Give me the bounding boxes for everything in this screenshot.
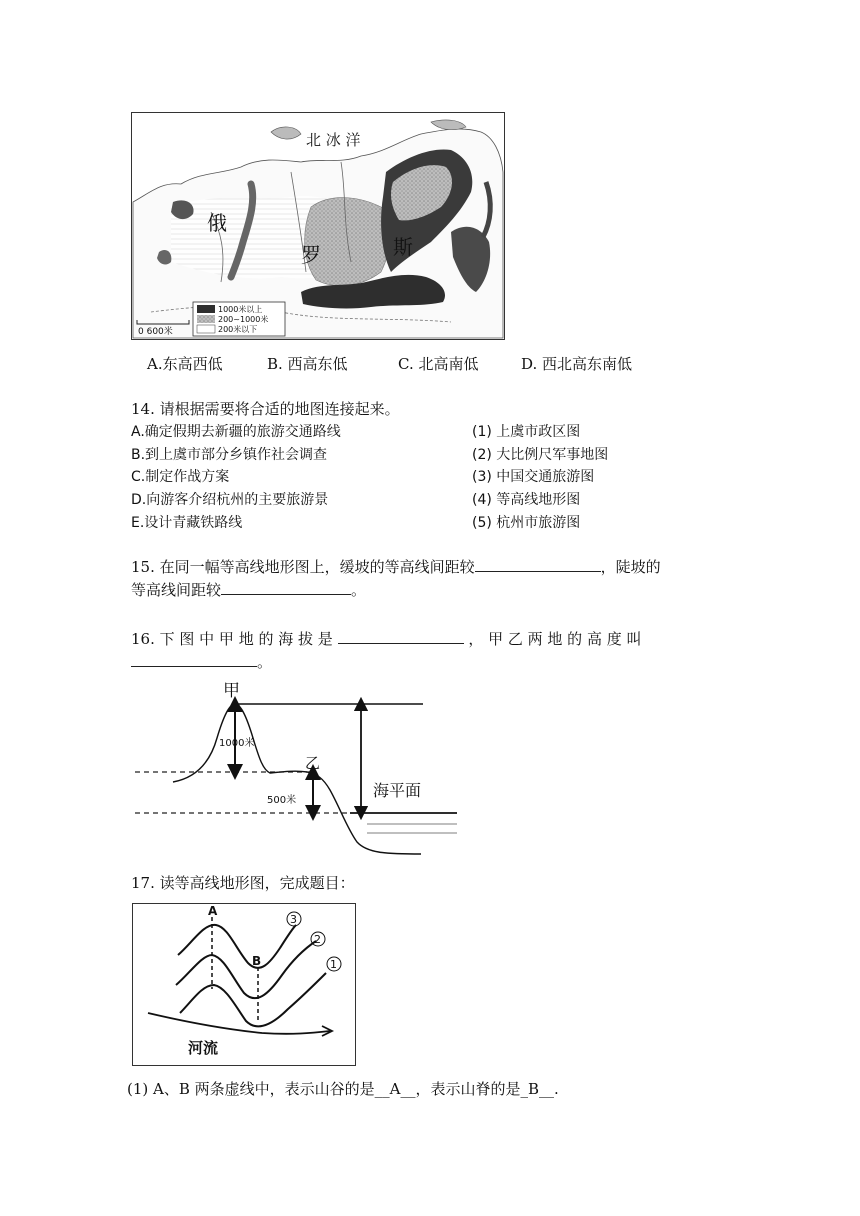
height-1000-label: 1000米 (219, 738, 255, 749)
contour-3-label: 3 (290, 913, 297, 926)
altitude-diagram-svg (135, 678, 465, 858)
q13-option-b: B. 西高东低 (267, 355, 348, 373)
q15-line1 (131, 556, 661, 578)
q16-blank-2[interactable] (131, 652, 257, 667)
russia-relief-map (131, 112, 505, 340)
legend-item-mid: 200~1000米 (218, 315, 269, 324)
altitude-diagram (135, 678, 465, 858)
legend-item-low: 200米以下 (218, 325, 258, 334)
line-a-label: A (208, 904, 218, 918)
q13-option-d: D. 西北高东南低 (521, 355, 633, 373)
q13-option-a: A.东高西低 (147, 355, 223, 373)
q15-text-2: ，陡坡的 (600, 558, 661, 576)
map-legend (193, 302, 285, 336)
q14-right-5: (5) 杭州市旅游图 (472, 515, 581, 531)
contour-1-label: 1 (330, 958, 337, 971)
sea-level-label: 海平面 (373, 781, 422, 800)
map-label-russia-2: 罗 (301, 243, 321, 267)
q15-blank-1[interactable] (475, 557, 601, 572)
q14-right-3: (3) 中国交通旅游图 (472, 469, 595, 485)
contour-map-svg (132, 903, 356, 1066)
q14-left-c: C.制定作战方案 (131, 469, 230, 485)
q15-blank-2[interactable] (221, 580, 351, 595)
q16-line1 (131, 628, 642, 650)
contour-2-label: 2 (314, 933, 321, 946)
map-label-russia-1: 俄 (207, 211, 227, 235)
q14-left-d: D.向游客介绍杭州的主要旅游景 (131, 492, 329, 508)
q16-line2 (131, 651, 272, 673)
legend-item-high: 1000米以上 (218, 305, 263, 314)
q15-line2 (131, 579, 366, 601)
q15-text-3: 等高线间距较 (131, 581, 222, 599)
q14-left-e: E.设计青藏铁路线 (131, 515, 243, 531)
river-label: 河流 (188, 1039, 219, 1057)
q14-right-2: (2) 大比例尺军事地图 (472, 447, 609, 463)
height-500-label: 500米 (267, 795, 297, 806)
q16-text-3: 。 (257, 653, 273, 671)
q15-text-1: 15. 在同一幅等高线地形图上，缓坡的等高线间距较 (131, 558, 475, 576)
q16-text-1: 16. 下 图 中 甲 地 的 海 拔 是 (131, 630, 333, 648)
q17-prompt: 17. 读等高线地形图，完成题目： (131, 874, 355, 892)
q14-right-1: (1) 上虞市政区图 (472, 424, 581, 440)
q13-option-c: C. 北高南低 (398, 355, 479, 373)
contour-map (132, 903, 356, 1066)
q14-left-b: B.到上虞市部分乡镇作社会调查 (131, 447, 328, 463)
map-label-russia-3: 斯 (393, 235, 413, 259)
line-b-label: B (252, 954, 262, 968)
point-yi-label: 乙 (305, 754, 321, 772)
map-label-arctic: 北 冰 洋 (306, 131, 361, 149)
q14-prompt: 14. 请根据需要将合适的地图连接起来。 (131, 400, 400, 418)
q14-right-4: (4) 等高线地形图 (472, 492, 581, 508)
scale-label: 0 600米 (138, 327, 173, 337)
russia-relief-map-svg (131, 112, 505, 340)
q17-answer-1: (1) A、B 两条虚线中，表示山谷的是__A__，表示山脊的是_B__. (127, 1080, 559, 1098)
q15-text-4: 。 (351, 581, 367, 599)
point-jia-label: 甲 (223, 681, 240, 701)
q16-blank-1[interactable] (338, 629, 464, 644)
q16-text-2: ， 甲 乙 两 地 的 高 度 叫 (468, 630, 642, 648)
q14-left-a: A.确定假期去新疆的旅游交通路线 (131, 424, 341, 440)
